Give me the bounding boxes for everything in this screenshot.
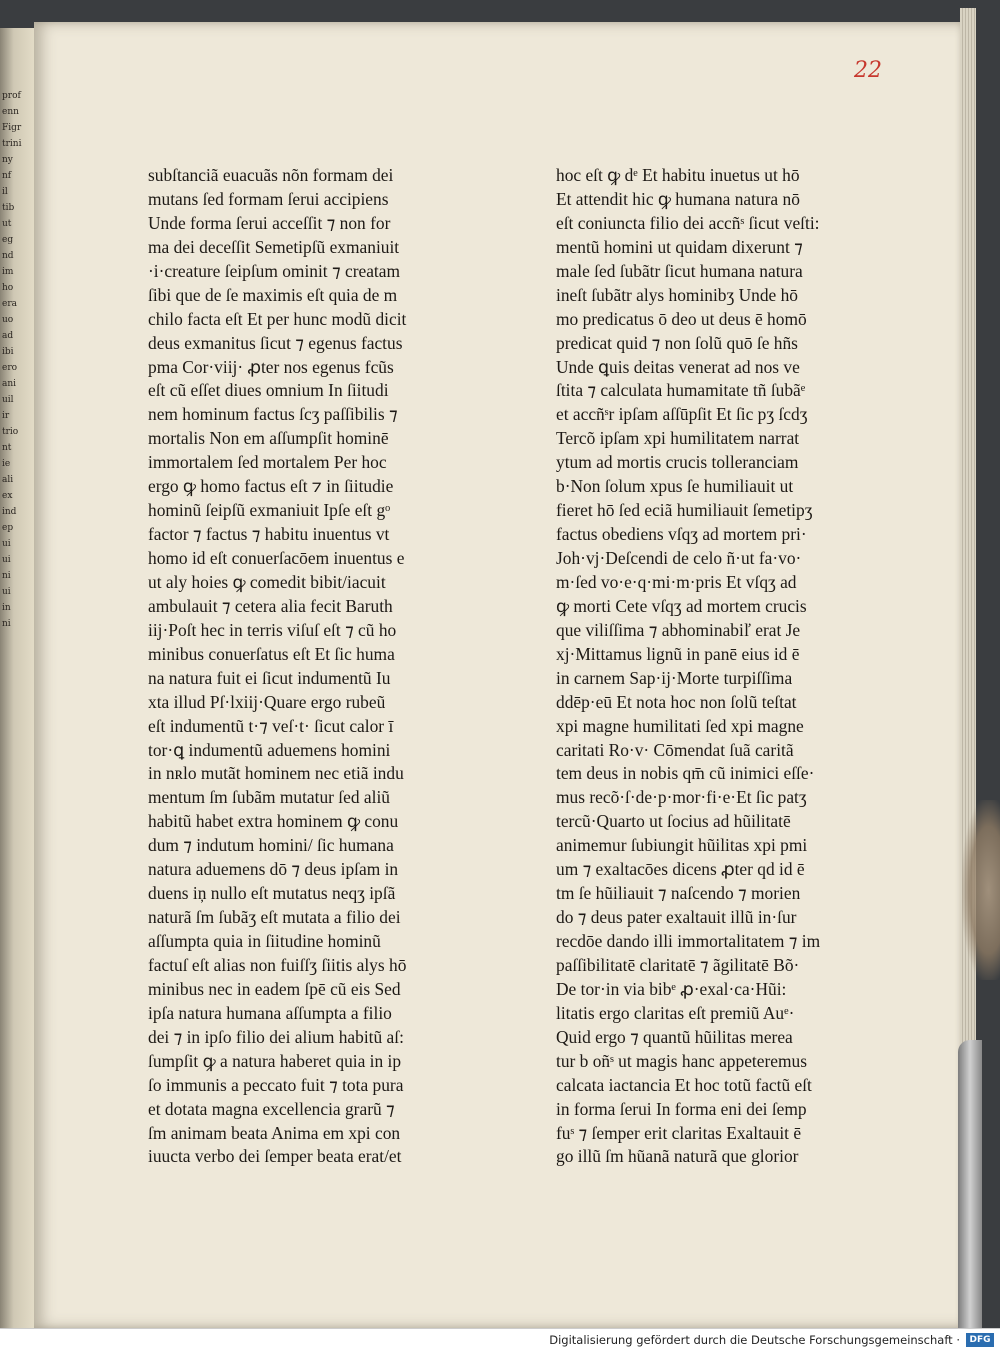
facing-page-fragment: ny (2, 155, 13, 165)
facing-page-fragment: ut (2, 219, 12, 229)
text-line: dei ⁊ in ipſo filio dei alium habitũ aſ: (148, 1026, 404, 1047)
text-line: Joh·vj·Deſcendi de celo ñ·ut fa·vo· (556, 548, 802, 568)
text-line: tm ſe hũiliauit ⁊ naſcendo ⁊ morien (556, 883, 801, 904)
text-line: factuſ eſt alias non fuiſſʒ ſiitis alys hō (148, 954, 407, 975)
text-line: ſtita ⁊ calculata humamitate tñ ſubãᵉ (556, 380, 806, 401)
facing-page-fragment: ui (2, 555, 11, 565)
folio-number: 22 (854, 58, 882, 83)
text-line: m·ſed vo·e·q·mi·m·pris Et vſqʒ ad (556, 571, 797, 592)
text-line: habitũ habet extra hominem ꝙ conu (148, 811, 399, 832)
facing-page-fragment: ero (2, 363, 18, 373)
text-line: Quid ergo ⁊ quantũ hũilitas merea (556, 1026, 793, 1047)
text-line: ergo ꝙ homo factus eſt ⁊ in ſiitudie (148, 476, 394, 497)
text-line: dum ⁊ indutum homini/ ſic humana (148, 835, 394, 856)
facing-page-fragment: trini (2, 139, 22, 149)
text-line: tor·ꝗ indumentũ aduemens homini (148, 739, 391, 760)
text-line: ſo immunis a peccato fuit ⁊ tota pura (148, 1074, 404, 1095)
facing-page-fragment: ex (2, 491, 13, 501)
text-line: mutans ſed formam ſerui accipiens (148, 188, 389, 209)
text-line: iij·Poſt hec in terris viſuſ eſt ⁊ cũ ho (148, 619, 397, 640)
text-line: eſt coniuncta filio dei accñˢ ſicut veſti: (556, 212, 820, 233)
text-line: ineſt ſubãtr alys hominibʒ Unde hō (556, 284, 798, 305)
text-line: xta illud Pſ·lxiij·Quare ergo rubeũ (148, 691, 386, 712)
text-line: eſt indumentũ t·⁊ veſ·t· ſicut calor ī (148, 715, 394, 736)
text-line: mortalis Non em aſſumpſit hominē (148, 428, 389, 449)
facing-page-fragment: ad (2, 331, 14, 341)
left-text-column (148, 164, 470, 1169)
text-line: calcata iactancia Et hoc totũ factũ eſt (556, 1074, 812, 1095)
text-line: Et attendit hic ꝙ humana natura nō (556, 188, 800, 209)
facing-page-fragment: ho (2, 283, 14, 293)
book-clip-icon (958, 1040, 982, 1340)
text-line: ut aly hoies ꝙ comedit bibit/iacuit (148, 571, 386, 592)
text-line: na natura fuit ei ſicut indumentũ Iu (148, 667, 391, 688)
text-line: que viliſſima ⁊ abhominabiľ erat Je (556, 619, 801, 640)
facing-page-fragment: tib (2, 203, 15, 213)
text-line: mus recõ·ſ·de·p·mor·fi·e·Et ſic patʒ (556, 787, 807, 808)
text-line: fieret hō ſed eciã humiliauit ſemetipʒ (556, 500, 813, 521)
dfg-logo-icon: DFG (966, 1333, 994, 1347)
text-line: tem deus in nobis qm̄ cũ inimici eſſe· (556, 763, 815, 784)
facing-page-fragment: ir (2, 411, 10, 421)
text-line: um ⁊ exaltacōes dicens ꝓter qd id ē (556, 859, 805, 880)
text-line: Tercõ ipſam xpi humilitatem narrat (556, 428, 800, 449)
text-line: et accñˢr ipſam aſſūpſit Et ſic pʒ ſcdʒ (556, 404, 808, 425)
text-line: minibus conuerſatus eſt Et ſic huma (148, 643, 395, 664)
text-line: animemur ſubiungit hũilitas xpi pmi (556, 835, 808, 856)
text-line: subſtanciã euacuãs nõn formam dei (148, 165, 394, 185)
facing-page-text (2, 88, 24, 632)
text-line: nem hominum factus ſcʒ paſſibilis ⁊ (148, 404, 398, 425)
text-line: ambulauit ⁊ cetera alia fecit Baruth (148, 595, 393, 616)
text-line: minibus nec in eadem ſpē cũ eis Sed (148, 978, 401, 999)
adjacent-page-shadow (962, 800, 1000, 980)
text-line: hoc eſt ꝙ dᵉ Et habitu inuetus ut hō (556, 165, 800, 185)
facing-page-fragment: uil (2, 395, 14, 405)
text-line: pma Cor·viij· ꝓter nos egenus fcũs (148, 356, 394, 377)
text-line: in carnem Sap·ij·Morte turpiſſima (556, 667, 793, 688)
text-line: go illũ ſm hũanã naturã que glorior (556, 1146, 799, 1167)
facing-page-fragment: ind (2, 507, 17, 517)
text-line: naturã ſm ſubãʒ eſt mutata a filio dei (148, 907, 401, 928)
text-line: duens iņ nullo eſt mutatus neqʒ ipſã (148, 883, 396, 904)
facing-page-fragment: nt (2, 443, 12, 453)
text-line: ma dei deceſſit Semetipſũ exmaniuit (148, 236, 400, 257)
text-line: tercũ·Quarto ut ſocius ad hũilitatē (556, 811, 791, 832)
facing-page-fragment: Figr (2, 123, 22, 133)
text-line: xpi magne humilitati ſed xpi magne (556, 715, 804, 736)
text-line: et dotata magna excellencia grarũ ⁊ (148, 1098, 395, 1119)
text-line: ddēp·eū Et nota hoc non ſolũ teſtat (556, 691, 797, 712)
text-line: in nʀlo mutãt hominem nec etiã indu (148, 763, 404, 784)
funding-credit: Digitalisierung gefördert durch die Deutsche Forschungsgemeinschaft · (549, 1333, 960, 1347)
text-line: ipſa natura humana aſſumpta a filio (148, 1002, 392, 1023)
text-line: immortalem ſed mortalem Per hoc (148, 452, 387, 473)
text-line: predicat quid ⁊ non ſolũ quō ſe hñs (556, 332, 798, 353)
text-line: factor ⁊ factus ⁊ habitu inuentus vt (148, 524, 390, 545)
text-line: Unde forma ſerui acceſſit ⁊ non for (148, 212, 391, 233)
text-line: ſm animam beata Anima em xpi con (148, 1122, 401, 1143)
text-line: ſibi que de ſe maximis eſt quia de m (148, 284, 398, 305)
text-line: ytum ad mortis crucis tolleranciam (556, 452, 799, 473)
facing-page-edge (0, 28, 34, 1328)
text-line: xj·Mittamus lignũ in panē eius id ē (556, 643, 800, 664)
text-line: mo predicatus ō deo ut deus ē homō (556, 308, 807, 329)
text-line: fuˢ ⁊ ſemper erit claritas Exaltauit ē (556, 1122, 802, 1143)
text-line: do ⁊ deus pater exaltauit illũ in·ſur (556, 907, 797, 928)
text-line: factus obediens vſqʒ ad mortem pri· (556, 524, 807, 545)
facing-page-fragment: ibi (2, 347, 14, 357)
facing-page-fragment: ni (2, 571, 11, 581)
text-line: mentũ homini ut quidam dixerunt ⁊ (556, 236, 803, 257)
facing-page-fragment: era (2, 299, 17, 309)
facing-page-fragment: ie (2, 459, 11, 469)
text-line: iuucta verbo dei ſemper beata erat/et (148, 1146, 402, 1167)
text-line: ſumpſit ꝙ a natura haberet quia in ip (148, 1050, 402, 1071)
facing-page-fragment: ali (2, 475, 14, 485)
text-line: ꝙ morti Cete vſqʒ ad mortem crucis (556, 595, 807, 616)
text-line: ·i·creature ſeipſum ominit ⁊ creatam (148, 260, 401, 281)
text-line: natura aduemens dō ⁊ deus ipſam in (148, 859, 399, 880)
facing-page-fragment: in (2, 603, 11, 613)
facing-page-fragment: ep (2, 523, 14, 533)
facing-page-fragment: enn (2, 107, 19, 117)
text-line: tur b oñˢ ut magis hanc appeteremus (556, 1050, 807, 1071)
text-line: caritati Ro·v· Cōmendat ſuã caritã (556, 739, 794, 760)
text-line: Unde ꝗuis deitas venerat ad nos ve (556, 356, 800, 377)
facing-page-fragment: ui (2, 587, 11, 597)
right-text-column (556, 164, 872, 1169)
facing-page-fragment: il (2, 187, 8, 197)
facing-page-fragment: ui (2, 539, 11, 549)
facing-page-fragment: ni (2, 619, 11, 629)
facing-page-fragment: nd (2, 251, 14, 261)
text-line: aſſumpta quia in ſiitudine hominũ (148, 931, 381, 951)
text-line: in forma ſerui In forma eni dei ſemp (556, 1098, 807, 1119)
text-line: mentum ſm ſubãm mutatur ſed aliũ (148, 787, 390, 808)
text-line: De tor·in via bibᵉ ꝓ·exal·ca·Hũi: (556, 978, 787, 999)
text-line: male ſed ſubãtr ſicut humana natura (556, 260, 803, 281)
facing-page-fragment: prof (2, 91, 21, 101)
text-line: paſſibilitatē claritatē ⁊ ãgilitatē Bõ· (556, 954, 800, 975)
text-line: b·Non ſolum xpus ſe humiliauit ut (556, 476, 794, 497)
facing-page-fragment: eg (2, 235, 14, 245)
text-line: litatis ergo claritas eſt premiũ Auᵉ· (556, 1002, 795, 1023)
facing-page-fragment: im (2, 267, 14, 277)
footer-bar (0, 1328, 1000, 1352)
text-line: hominũ ſeipſũ exmaniuit Ipſe eſt gᵒ (148, 500, 391, 521)
facing-page-fragment: uo (2, 315, 14, 325)
facing-page-fragment: ani (2, 379, 17, 389)
text-line: recdōe dando illi immortalitatem ⁊ im (556, 931, 821, 951)
text-line: homo id eſt conuerſacōem inuentus e (148, 548, 405, 568)
text-line: deus exmanitus ſicut ⁊ egenus factus (148, 332, 403, 353)
text-line: eſt cũ eſſet diues omnium In ſiitudi (148, 380, 389, 401)
facing-page-fragment: nf (2, 171, 12, 181)
text-line: chilo facta eſt Et per hunc modũ dicit (148, 308, 407, 329)
facing-page-fragment: trio (2, 427, 19, 437)
